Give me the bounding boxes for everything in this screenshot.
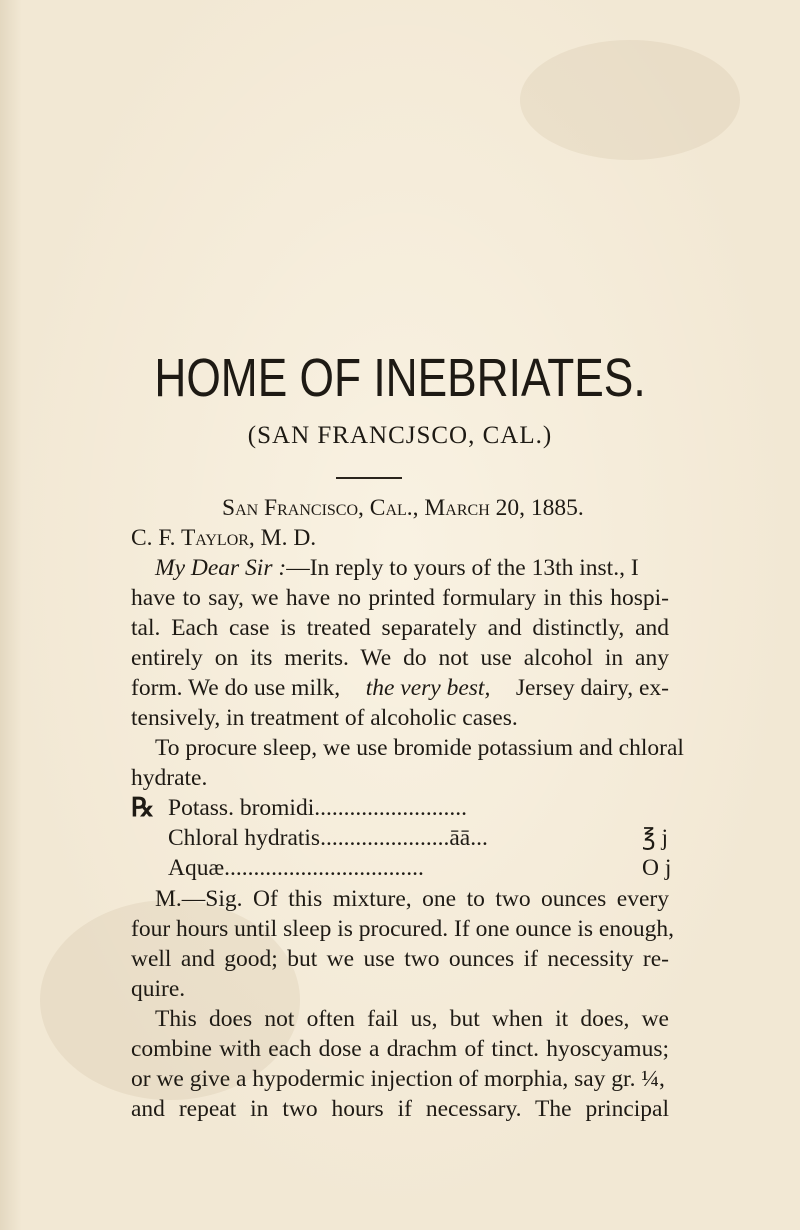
prescription-amount: O j xyxy=(642,855,672,881)
letter-line-5 xyxy=(131,673,669,703)
emphasis-text: the very best, xyxy=(365,675,491,701)
body-line-8: and repeat in two hours if necessary. The principal xyxy=(131,1096,669,1122)
body-line-7 xyxy=(131,1064,665,1094)
letter-line-8: hydrate. xyxy=(131,765,208,791)
dateline-text: San Francisco, Cal., March 20, 1885. xyxy=(222,495,584,521)
prescription-amount: ℥ j xyxy=(642,825,668,851)
letter-line-6: tensively, in treatment of alcoholic cases. xyxy=(131,705,518,731)
prescription-leader: .......................... xyxy=(314,795,467,821)
letter-line-text: Jersey dairy, ex- xyxy=(515,675,669,701)
body-line-2: four hours until sleep is procured. If one ounce is enough, xyxy=(131,916,674,942)
body-line-text: or we give a hypodermic injection of morphia, say gr. xyxy=(131,1066,636,1092)
dateline xyxy=(222,493,584,523)
prescription-item xyxy=(168,793,467,823)
page-subtitle: (SAN FRANCJSCO, CAL.) xyxy=(247,422,553,449)
body-line-text: This does not often fail us, but when it does, we xyxy=(155,1006,669,1032)
body-line-5 xyxy=(155,1004,669,1034)
letter-line-1 xyxy=(155,553,639,583)
addressee xyxy=(131,523,316,553)
letter-line-3: tal. Each case is treated separately and distinctly, and xyxy=(131,615,669,641)
paper-stain xyxy=(520,40,740,160)
letter-line-2: have to say, we have no printed formulary in this hospi- xyxy=(131,585,669,611)
prescription-item xyxy=(168,853,424,883)
body-line-6: combine with each dose a drachm of tinct. hyoscyamus; xyxy=(131,1036,669,1062)
prescription-name: Aquæ xyxy=(168,855,225,881)
body-line-3: well and good; but we use two ounces if necessity re- xyxy=(131,946,669,972)
recipe-symbol: ℞ xyxy=(131,793,155,822)
letter-line-4: entirely on its merits. We do not use alcohol in any xyxy=(131,645,669,671)
prescription-leader: ......................āā... xyxy=(320,825,488,851)
body-line-4: quire. xyxy=(131,976,186,1002)
prescription-name: Potass. bromidi xyxy=(168,795,315,821)
prescription-leader: .................................. xyxy=(224,855,424,881)
letter-line-text: —In reply to yours of the 13th inst., I xyxy=(286,555,639,581)
prescription-name: Chloral hydratis xyxy=(168,825,321,851)
addressee-text: C. F. Taylor, M. D. xyxy=(131,525,317,551)
prescription-item xyxy=(168,823,488,853)
page-title: HOME OF INEBRIATES. xyxy=(154,348,646,408)
letter-line-7: To procure sleep, we use bromide potassium and chloral xyxy=(155,735,684,761)
salutation: My Dear Sir : xyxy=(155,555,287,581)
fraction-text: ¼, xyxy=(641,1066,665,1092)
letter-line-text: form. We do use milk, xyxy=(131,675,341,701)
title-rule xyxy=(336,477,402,479)
body-line-1 xyxy=(155,884,669,914)
body-line-text: M.—Sig. Of this mixture, one to two ounces every xyxy=(155,886,669,912)
